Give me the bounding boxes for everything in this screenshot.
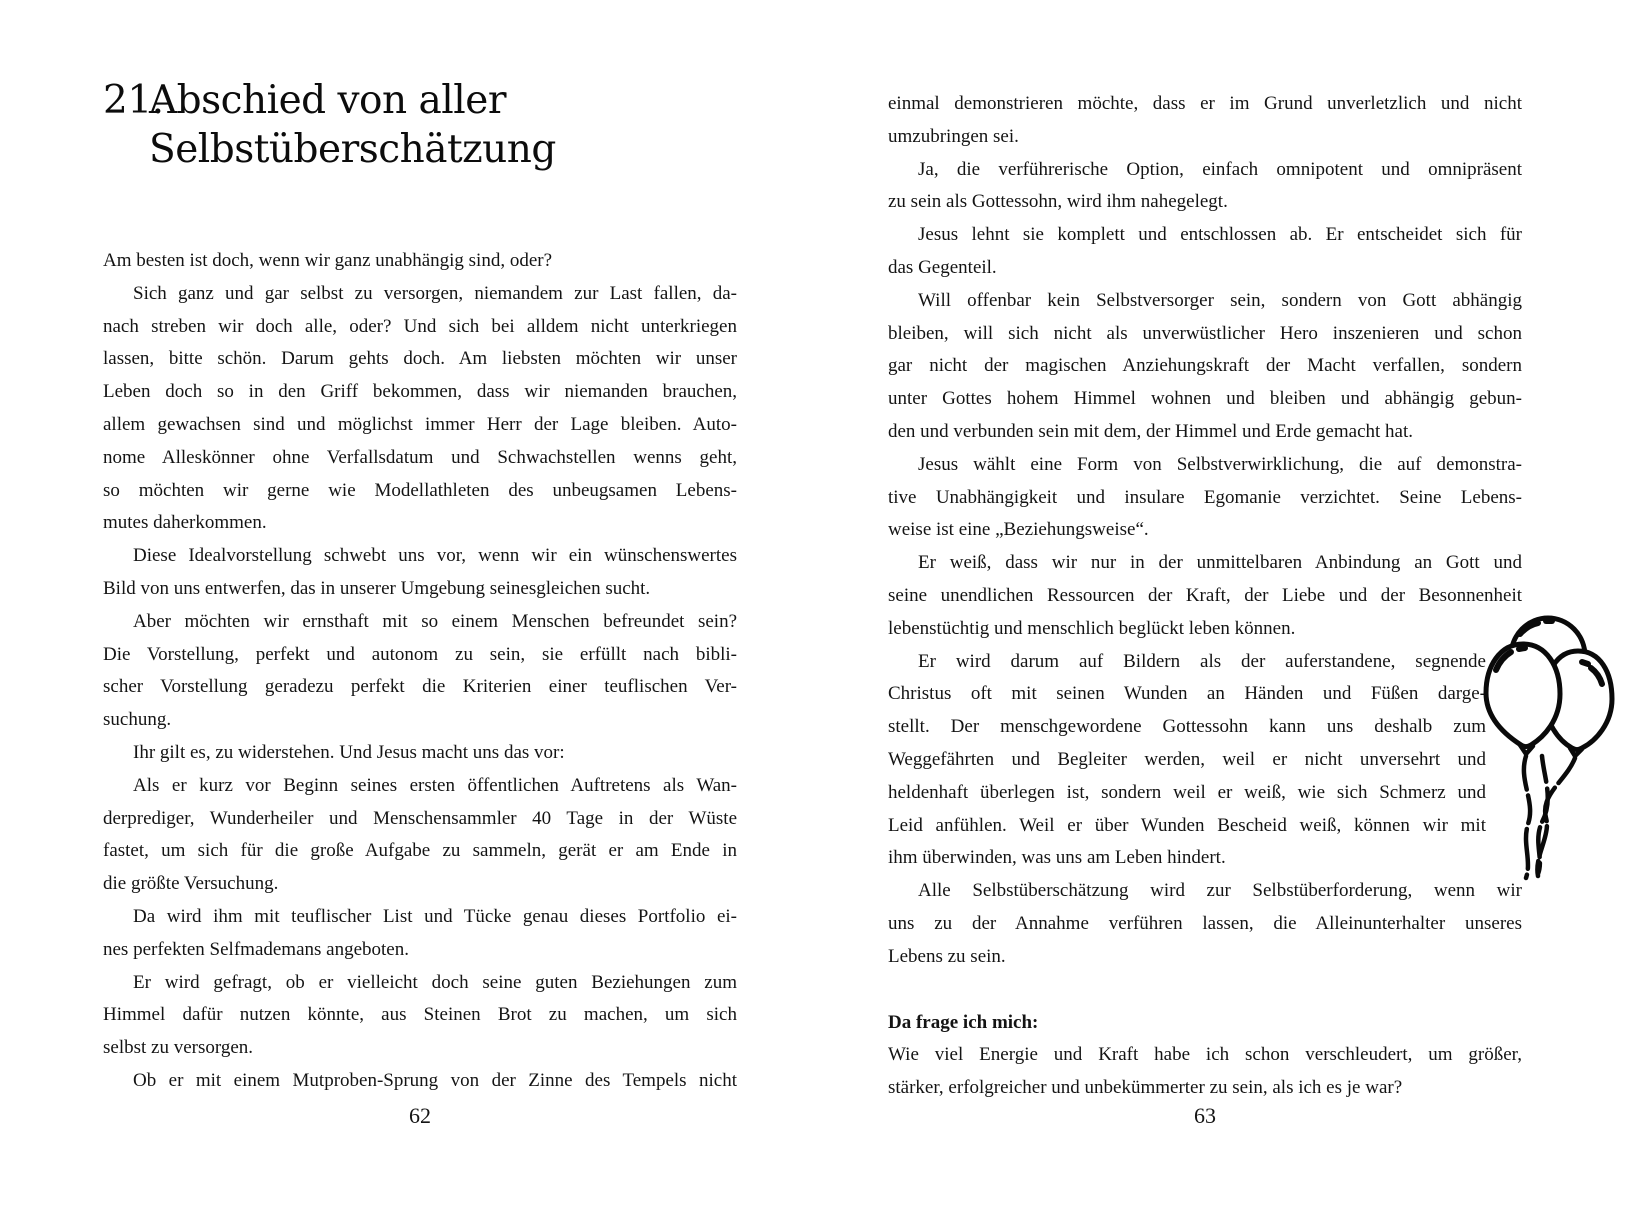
text-line: Ob er mit einem Mutproben-Sprung von der Zinne des Tempels nicht [133,1069,737,1091]
text-line: mutes daherkommen. [103,512,267,534]
text-line: unter Gottes hohem Himmel wohnen und bleiben und abhängig gebun- [888,388,1522,410]
paragraph [888,449,1522,547]
chapter-title-line-1: Abschied von aller [149,78,506,123]
paragraph [103,278,737,540]
paragraph [888,285,1522,449]
text-line: lassen, bitte schön. Darum gehts doch. Am liebsten möchten wir unser [103,348,737,370]
page-number-right: 63 [1194,1103,1216,1128]
text-line: nome Alleskönner ohne Verfallsdatum und Schwachstellen wenns geht, [103,446,737,468]
chapter-heading [103,76,743,174]
right-page-text [888,88,1522,1105]
text-line: Sich ganz und gar selbst zu versorgen, niemandem zur Last fallen, da- [133,282,737,304]
text-line: Diese Idealvorstellung schwebt uns vor, wenn wir ein wünschenswertes [133,545,737,567]
text-line: Als er kurz vor Beginn seines ersten öffentlichen Auftretens als Wan- [133,774,737,796]
paragraph [888,875,1522,973]
text-line: Er wird darum auf Bildern als der auferstandene, segnende [918,650,1486,672]
paragraph [103,245,737,278]
text-line: Christus oft mit seinen Wunden an Händen und Füßen darge- [888,683,1486,705]
text-line: gar nicht der magischen Anziehungskraft der Macht verfallen, sondern [888,355,1522,377]
text-line: Am besten ist doch, wenn wir ganz unabhängig sind, oder? [103,250,553,271]
paragraph [103,1065,737,1098]
balloon-strings [1524,756,1575,878]
subheading [888,1007,1522,1040]
text-line: suchung. [103,709,172,731]
text-line: nes perfekten Selfmademans angeboten. [103,938,409,960]
page-number-left: 62 [409,1103,431,1128]
text-line: Weggefährten und Begleiter werden, weil er nicht unversehrt und [888,748,1486,770]
text-line: derprediger, Wunderheiler und Menschensammler 40 Tage in der Wüste [103,807,737,829]
paragraph [888,219,1522,285]
text-line: uns zu der Annahme verführen lassen, die Alleinunterhalter unseres [888,912,1522,934]
text-line: Da frage ich mich: [888,1011,1039,1033]
text-line: weise ist eine „Beziehungsweise“. [888,519,1149,541]
paragraph [888,646,1522,876]
text-line: so möchten wir gerne wie Modellathleten des unbeugsamen Lebens- [103,479,737,501]
text-line: Bild von uns entwerfen, das in unserer Umgebung seinesgleichen sucht. [103,577,651,599]
text-line: Leben doch so in den Griff bekommen, dass wir niemanden brauchen, [103,381,737,403]
paragraph [103,540,737,606]
text-line: tive Unabhängigkeit und insulare Egomanie verzichtet. Seine Lebens- [888,486,1522,508]
paragraph [888,1039,1522,1105]
text-line: allem gewachsen sind und möglichst immer Herr der Lage bleiben. Auto- [103,413,737,435]
text-line: heldenhaft überlegen ist, sondern weil er weiß, wie sich Schmerz und [888,781,1486,803]
paragraph [103,770,737,901]
chapter-title-indent [103,125,149,174]
chapter-number: 21. [103,78,164,123]
text-line: Die Vorstellung, perfekt und autonom zu sein, sie erfüllt nach bibli- [103,643,737,665]
text-line: seine unendlichen Ressourcen der Kraft, der Liebe und der Besonnenheit [888,584,1522,606]
paragraph [888,547,1522,645]
text-line: nach streben wir doch alle, oder? Und sich bei alldem nicht unterkriegen [103,315,737,337]
text-line: Lebens zu sein. [888,945,1006,967]
text-line: Alle Selbstüberschätzung wird zur Selbstüberforderung, wenn wir [918,880,1522,902]
text-line: Jesus lehnt sie komplett und entschlossen ab. Er entscheidet sich für [918,224,1522,246]
text-line: Wie viel Energie und Kraft habe ich schon verschleudert, um größer, [888,1044,1522,1066]
text-line: den und verbunden sein mit dem, der Himmel und Erde gemacht hat. [888,420,1413,442]
text-line: Leid anfühlen. Weil er über Wunden Bescheid weiß, können wir mit [888,814,1486,836]
paragraph [888,88,1522,154]
paragraph [103,606,737,737]
balloons-illustration [1478,606,1630,888]
text-line: einmal demonstrieren möchte, dass er im Grund unverletzlich und nicht [888,93,1522,114]
text-line: die größte Versuchung. [103,873,279,895]
paragraph [888,154,1522,220]
text-line: Jesus wählt eine Form von Selbstverwirklichung, die auf demonstra- [918,453,1522,475]
text-line: scher Vorstellung geradezu perfekt die Kriterien einer teuflischen Ver- [103,676,737,698]
paragraph [103,901,737,967]
text-line: stellt. Der menschgewordene Gottessohn kann uns deshalb zum [888,716,1486,738]
text-line: fastet, um sich für die große Aufgabe zu sammeln, gerät er am Ende in [103,840,737,862]
text-line: Aber möchten wir ernsthaft mit so einem Menschen befreundet sein? [133,610,737,632]
text-line: lebenstüchtig und menschlich beglückt leben können. [888,617,1296,639]
left-page-text [103,245,737,1098]
text-line: Er weiß, dass wir nur in der unmittelbaren Anbindung an Gott und [918,552,1522,574]
paragraph [103,967,737,1065]
text-line: das Gegenteil. [888,256,997,278]
paragraph [103,737,737,770]
text-line: Ja, die verführerische Option, einfach omnipotent und omnipräsent [918,158,1522,180]
text-line: Er wird gefragt, ob er vielleicht doch seine guten Beziehungen zum [133,971,737,993]
text-line: Himmel dafür nutzen könnte, aus Steinen Brot zu machen, um sich [103,1004,737,1026]
text-line: Ihr gilt es, zu widerstehen. Und Jesus macht uns das vor: [133,741,565,763]
text-line: umzubringen sei. [888,125,1019,147]
text-line: selbst zu versorgen. [103,1037,254,1059]
text-line: stärker, erfolgreicher und unbekümmerter zu sein, als ich es je war? [888,1077,1403,1099]
chapter-title-line-2: Selbstüberschätzung [149,127,556,172]
text-line: zu sein als Gottessohn, wird ihm nahegelegt. [888,191,1228,213]
text-line: bleiben, will sich nicht als unverwüstlicher Hero inszenieren und schon [888,322,1522,344]
text-line: Da wird ihm mit teuflischer List und Tücke genau dieses Portfolio ei- [133,905,737,927]
text-line: Will offenbar kein Selbstversorger sein, sondern von Gott abhängig [918,289,1522,311]
text-line: ihm überwinden, was uns am Leben hindert. [888,847,1226,869]
balloon-front-icon [1486,644,1560,754]
